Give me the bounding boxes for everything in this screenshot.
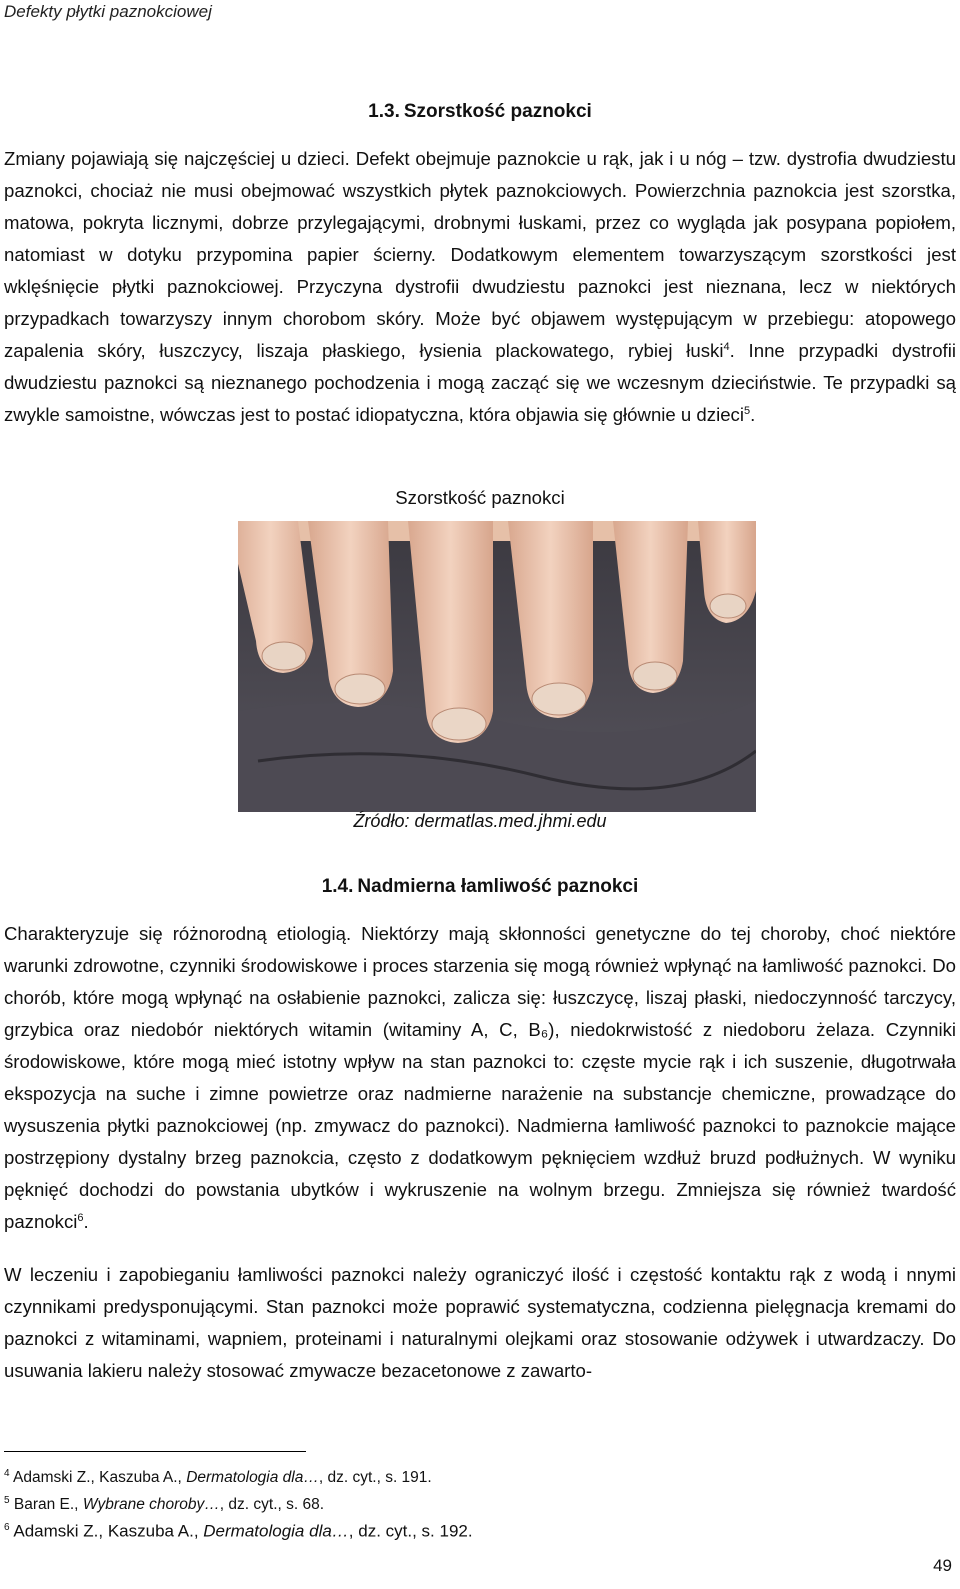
section-1-3-paragraph [4, 143, 956, 431]
nail-roughness-photo [238, 521, 756, 812]
paragraph-text: . [750, 404, 756, 425]
paragraph-text: . Inne przypadki dystrofii dwudziestu paznokci są nieznanego pochodzenia i mogą zacząć się we wczesnym dzieciństwie. Te przypadki są zwykle samoistne, wówczas jest to postać idiopatyczna, która objawia się głównie u dzieci [4, 340, 956, 425]
section-title: Szorstkość paznokci [403, 101, 592, 122]
hands-illustration [238, 521, 756, 812]
footnote-title: Dermatologia dla… [186, 1469, 319, 1487]
footnote-ref: 6 [77, 1211, 84, 1224]
section-title: Nadmierna łamliwość paznokci [357, 876, 639, 897]
paragraph-text: . [83, 1211, 89, 1232]
section-number: 1.3. [368, 101, 400, 122]
figure-caption: Szorstkość paznokci [395, 487, 565, 508]
footnote-title: Dermatologia dla… [203, 1521, 349, 1541]
footnote-divider [4, 1451, 306, 1452]
footnote-text: Baran E., [13, 1496, 83, 1514]
footnote-ref: 4 [723, 340, 730, 353]
footnote-4 [4, 1464, 432, 1488]
footnote-text: , dz. cyt., s. 192. [348, 1521, 473, 1541]
page-number: 49 [933, 1556, 952, 1575]
footnote-ref: 5 [743, 404, 751, 417]
paragraph-text: Zmiany pojawiają się najczęściej u dzieci. Defekt obejmuje paznokcie u rąk, jak i u nóg – tzw. dystrofia dwudziestu paznokci, chociaż nie musi obejmować wszystkich płytek paznokciowych. Powierzchnia paznokcia jest szorstka, matowa, pokryta licznymi, dobrze przylegającymi, drobnymi łuskami, przez co wygląda jak posypana popiołem, natomiast w dotyku przypomina papier ścierny. Dodatkowym elementem towarzyszącym szorstkości jest wklęśnięcie płytki paznokciowej. Przyczyna dystrofii dwudziestu paznokci jest nieznana, lecz w niektórych przypadkach towarzyszy innym chorobom skóry. Może być objawem występującym w przebiegu: atopowego zapalenia skóry, łuszczycy, liszaja płaskiego, łysienia plackowatego, rybiej łuski [4, 148, 956, 361]
section-1-4-paragraph-2: W leczeniu i zapobieganiu łamliwości paznokci należy ograniczyć ilość i częstość kontaktu rąk z wodą i nnymi czynnikami predysponującymi. Stan paznokci może poprawić systematyczna, codzienna pielęgnacja kremami do paznokci z witaminami, wapniem, proteinami i naturalnymi olejkami oraz stosowanie odżywek i utwardzaczy. Do usuwania lakieru należy stosować zmywacze bezacetonowe z zawarto- [4, 1264, 956, 1381]
footnote-title: Wybrane choroby… [82, 1496, 220, 1514]
footnote-text: , dz. cyt., s. 191. [318, 1469, 432, 1487]
footnote-5 [4, 1491, 324, 1515]
footnote-mark: 4 [4, 1468, 10, 1479]
footnote-text: , dz. cyt., s. 68. [219, 1496, 325, 1514]
section-heading-1-3 [0, 101, 960, 123]
footnote-mark: 5 [4, 1495, 10, 1506]
figure-source: Źródło: dermatlas.med.jhmi.edu [353, 811, 607, 831]
paragraph-text: Charakteryzuje się różnorodną etiologią. Niektórzy mają skłonności genetyczne do tej choroby, choć niektóre warunki zdrowotne, czynniki środowiskowe i proces starzenia się mogą również wpłynąć na łamliwość paznokci. Do chorób, które mogą wpłynąć na osłabienie paznokci, zalicza się: łuszczycę, liszaj płaski, niedoczynność tarczycy, grzybica oraz niedobór niektórych witamin (witaminy A, C, B₆), niedokrwistość z niedoboru żelaza. Czynniki środowiskowe, które mogą mieć istotny wpływ na stan paznokci to: częste mycie rąk i ich suszenie, długotrwała ekspozycja na suche i zimne powietrze oraz nadmierne narażenie na substancje chemiczne, prowadzące do wysuszenia płytki paznokciowej (np. zmywacz do paznokci). Nadmierna łamliwość paznokci to paznokcie mające postrzępiony dystalny brzeg paznokcia, często z dodatkowym pęknięciem wzdłuż bruzd podłużnych. W wyniku pęknięć dochodzi do powstania ubytków i wykruszenie na wolnym brzegu. Zmniejsza się również twardość paznokci [4, 923, 956, 1232]
section-heading-1-4 [0, 876, 960, 898]
section-1-4-paragraph-1 [4, 918, 956, 1238]
footnote-6 [4, 1518, 473, 1542]
footnote-mark: 6 [4, 1522, 10, 1533]
footnote-text: Adamski Z., Kaszuba A., [13, 1469, 187, 1487]
section-number: 1.4. [321, 876, 354, 897]
running-header: Defekty płytki paznokciowej [4, 2, 212, 21]
footnote-text: Adamski Z., Kaszuba A., [13, 1521, 204, 1541]
